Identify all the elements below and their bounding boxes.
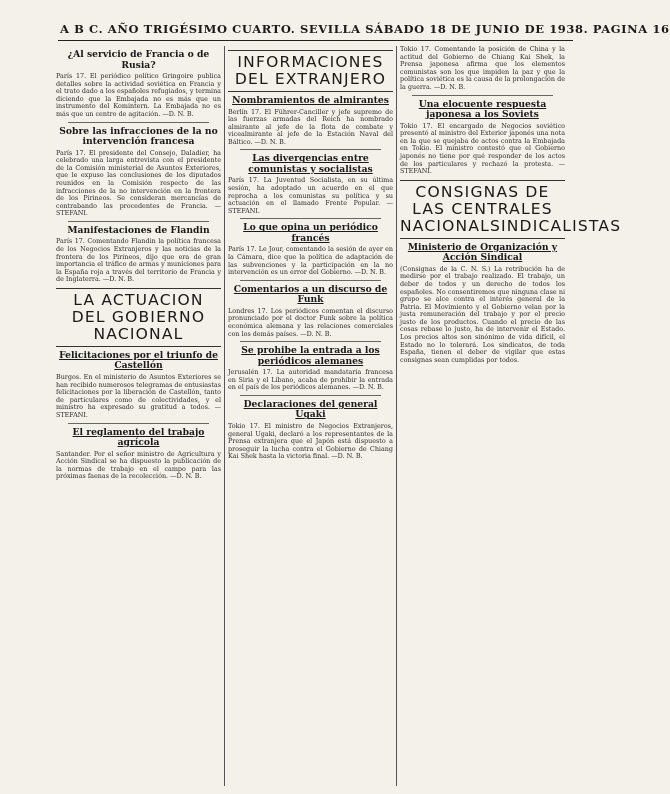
article-body: Tokio 17. El ministro de Negocios Extranjeros, general Ugaki, declaró a los representantes de la Prensa extranjera que el Japón está dispuesto a proseguir la lucha contra el Gobierno de Chiang Kai Shek hasta la victoria final. —D. N. B. <box>228 421 393 461</box>
headline-respuesta-japonesa: Una elocuente respuesta japonesa a los Soviets <box>418 98 547 121</box>
article-body: París 17. El presidente del Consejo, Daladier, ha celebrado una larga entrevista con el presidente de la Comisión ministerial de Asuntos Exteriores, que le expuso las conclusiones de los diputados reunidos en la Comisión respecto de las infracciones de la no intervención en la frontera de los Pirineos. Se consideran mercancías de contrabando las procedentes de Francia. —STEFANI. <box>56 148 221 218</box>
section-title-gobierno: LA ACTUACION DEL GOBIERNO NACIONAL <box>56 288 221 347</box>
headline-ugaki: Declaraciones del general Ugaki <box>243 398 378 421</box>
article-body: Tokio 17. Comentando la posición de China y la actitud del Gobierno de Chiang Kai Shek, la Prensa japonesa afirma que los elementos comunistas son los que impiden la paz y que la política soviética es la causa de la prolongación de la guerra. —D. N. B. <box>400 45 565 91</box>
headline-funk: Comentarios a un discurso de Funk <box>233 283 388 306</box>
section-title-consignas: CONSIGNAS DE LAS CENTRALES NACIONALSINDICALISTAS <box>400 180 565 239</box>
divider <box>412 95 553 96</box>
column-left <box>56 46 221 786</box>
divider <box>68 221 209 222</box>
divider <box>68 122 209 123</box>
article-body: París 17. Le Jour, comentando la sesión de ayer en la Cámara, dice que la política de adaptación de las subvenciones y la participación en la no intervención es un error del Gobierno. —D. N. B. <box>228 245 393 277</box>
divider <box>240 341 381 342</box>
headline-castellon: Felicitaciones por el triunfo de Castellón <box>59 349 218 372</box>
article-body: Londres 17. Los periódicos comentan el discurso pronunciado por el doctor Funk sobre la política económica alemana y las relaciones comerciales con los demás países. —D. N. B. <box>228 306 393 338</box>
masthead-rule <box>58 40 573 41</box>
article-body: Berlín 17. El Führer-Canciller y jefe supremo de las fuerzas armadas del Reich ha nombrado almirante al jefe de la flota de combate y vicealmirante al jefe de la Estación Naval del Báltico. —D. N. B. <box>228 107 393 146</box>
column-middle <box>228 46 393 786</box>
masthead: A B C. AÑO TRIGÉSIMO CUARTO. SEVILLA SÁBADO 18 DE JUNIO DE 1938. PAGINA 16 <box>60 22 670 36</box>
headline-flandin: Manifestaciones de Flandin <box>67 224 210 236</box>
divider <box>240 218 381 219</box>
article-body: Burgos. En el ministerio de Asuntos Exteriores se han recibido numerosos telegramas de entusiastas felicitaciones por la liberación de Castellón, tanto de particulares como de colectividades, y el ministro ha expresado su gratitud a todos. —STEFANI. <box>56 372 221 419</box>
article-body: París 17. Comentando Flandin la política francesa de los Negocios Extranjeros y las noticias de la frontera de los Pirineos, dijo que era de gran importancia el tráfico de armas y municiones para la España roja a través del territorio de Francia y de Inglaterra. —D. N. B. <box>56 237 221 284</box>
article-body: Jerusalén 17. La autoridad mandataria francesa en Siria y el Líbano, acaba de prohibir la entrada en el país de los periódicos alemanes. —D. N. B. <box>228 368 393 392</box>
divider <box>68 423 209 424</box>
headline-periodico-frances: Lo que opina un periódico francés <box>243 222 378 244</box>
headline-ministerio: Ministerio de Organización y Acción Sindical <box>407 241 558 264</box>
article-body: París 17. El periódico político Gringoire publica detalles sobre la actividad soviética en Francia y el trato dado a los españoles refugiados, y termina diciendo que la Embajada no es más que un instrumento del Komintern. La Embajada no es más que un centro de agitación. —D. N. B. <box>56 72 221 118</box>
headline-periodicos-alemanes: Se prohibe la entrada a los periódicos alemanes <box>241 345 380 367</box>
article-body: (Consignas de la C. N. S.) La retribución ha de medirse por el trabajo realizado. El trabajo, un deber de todos y un derecho de todos los españoles. No consentiremos que ninguna clase ni grupo se alce contra el interés general de la Patria. El Movimiento y el Gobierno velan por la justa remuneración del trabajo y por el precio justo de los productos. Cuando el precio de las cosas rebase lo justo, ha de intervenir el Estado. Los precios altos son sinónimo de vida difícil, el Estado no lo tolerará. Los sindicatos, de toda España, tienen el deber de vigilar que estas consignas sean cumplidas por todos. <box>400 264 565 364</box>
headline-reglamento: El reglamento del trabajo agrícola <box>72 426 205 449</box>
divider <box>240 149 381 150</box>
divider <box>240 280 381 281</box>
divider <box>240 395 381 396</box>
headline-divergencias: Las divergencias entre comunistas y socialistas <box>248 153 373 175</box>
article-body: Tokio 17. El encargado de Negocios soviético presentó al ministro del Exterior japonés una nota en la que se quejaba de actos contra la Embajada en Tokio. El ministro contestó que el Gobierno japonés no tiene por qué responder de los actos de los particulares y rechazó la protesta. —STEFANI. <box>400 121 565 176</box>
article-body: París 17. La Juventud Socialista, en su última sesión, ha adoptado un acuerdo en el que reprocha a los comunistas su política y su actuación en el llamado Frente Popular. —STEFANI. <box>228 176 393 215</box>
headline-servicio: ¿Al servicio de Francia o de Rusia? <box>67 49 210 71</box>
article-body: Santander. Por el señor ministro de Agricultura y Acción Sindical se ha dispuesto la publicación de la normas de trabajo en el campo para las próximas faenas de la recolección. —D. N. B. <box>56 449 221 481</box>
headline-almirantes: Nombramientos de almirantes <box>232 95 389 106</box>
column-divider <box>396 46 397 786</box>
headline-infracciones: Sobre las infracciones de la no intervención francesa <box>59 125 218 148</box>
column-divider <box>224 46 225 786</box>
section-title-extranjero: INFORMACIONES DEL EXTRANJERO <box>228 50 393 92</box>
column-right <box>400 45 622 786</box>
